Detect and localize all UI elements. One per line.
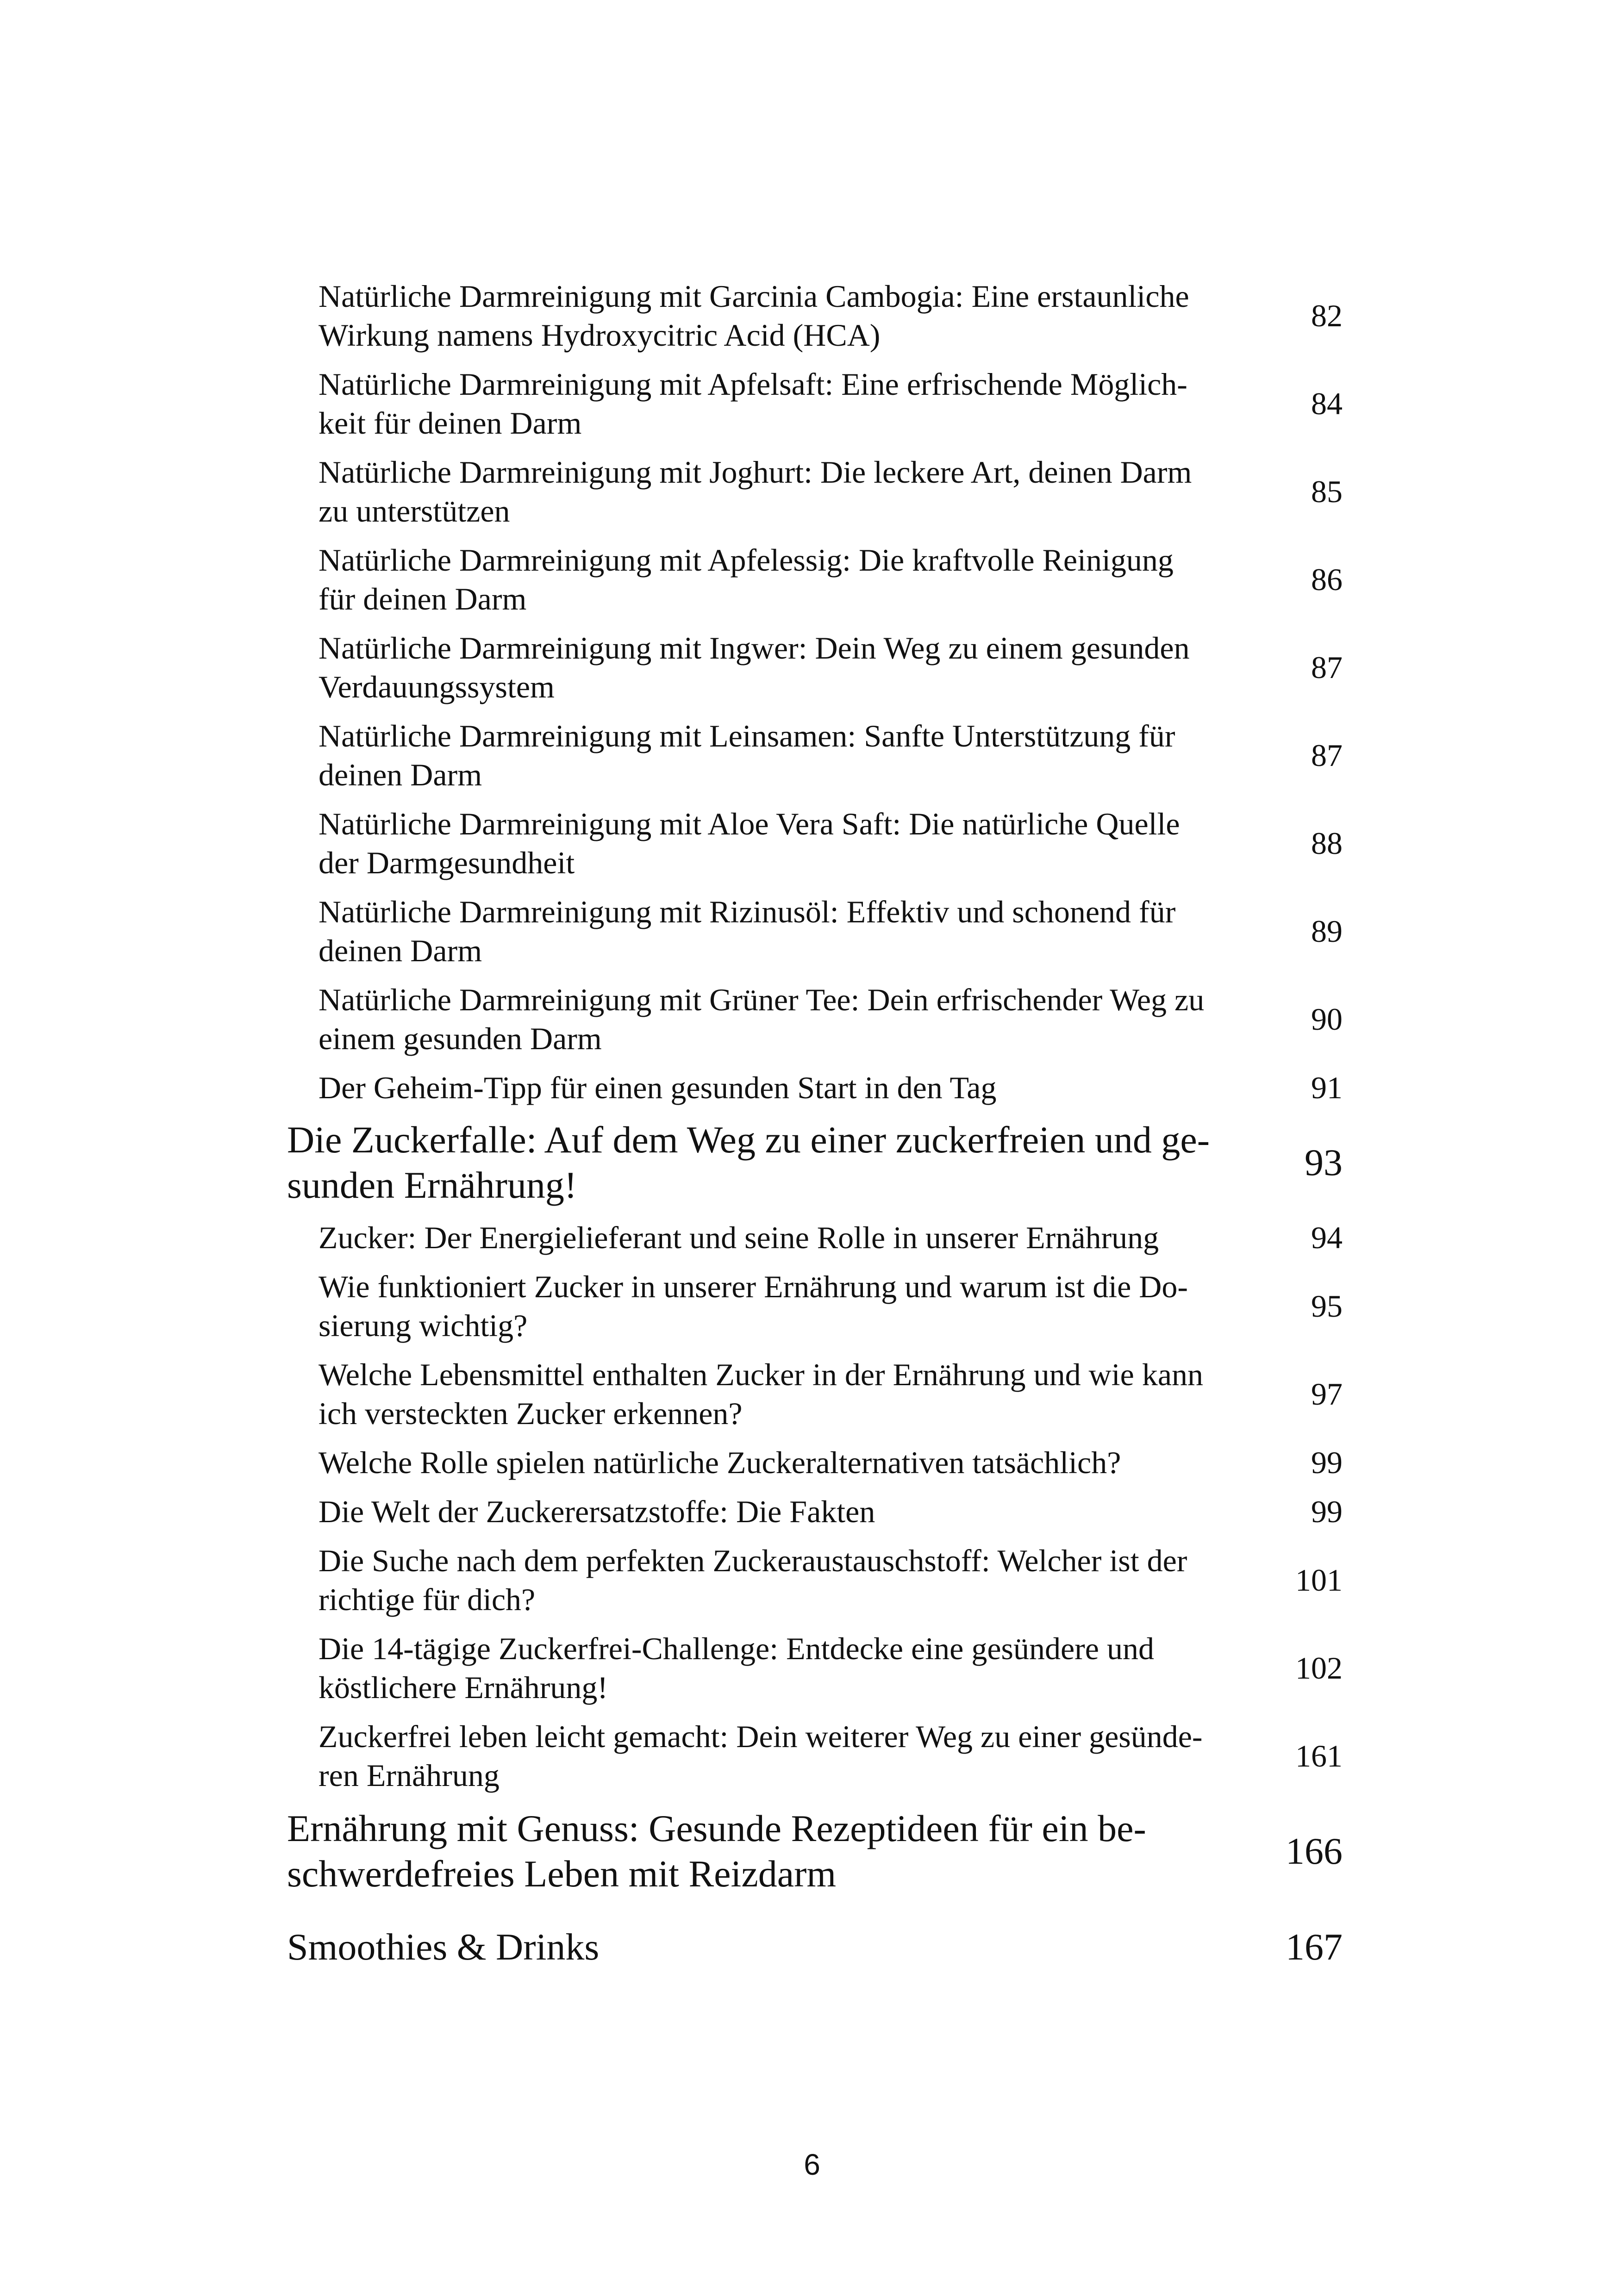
toc-entry-page-number: 99	[1311, 1445, 1343, 1480]
toc-entry-page-number: 86	[1311, 562, 1343, 597]
toc-entry-page-number: 82	[1311, 298, 1343, 333]
toc-section-entry[interactable]	[287, 1492, 1343, 1531]
toc-entry-title: Natürliche Darmreinigung mit Ingwer: Dein Weg zu einem gesunden Verdauungssystem	[319, 630, 1190, 704]
toc-chapter-entry[interactable]	[287, 1806, 1343, 1897]
toc-section-entry[interactable]	[287, 716, 1343, 794]
toc-entry-title: Natürliche Darmreinigung mit Rizinusöl: Effektiv und schonend für deinen Darm	[319, 894, 1176, 968]
toc-entry-page-number: 93	[1305, 1141, 1343, 1183]
toc-entry-page-number: 101	[1295, 1562, 1343, 1598]
toc-entry-title: Zuckerfrei leben leicht gemacht: Dein weiterer Weg zu einer gesünde- ren Ernährung	[319, 1719, 1203, 1793]
toc-entry-page-number: 167	[1286, 1926, 1343, 1968]
toc-entry-page-number: 87	[1311, 650, 1343, 685]
toc-section-entry[interactable]	[287, 1717, 1343, 1795]
toc-entry-page-number: 95	[1311, 1288, 1343, 1324]
toc-entry-page-number: 161	[1295, 1738, 1343, 1773]
toc-section-entry[interactable]	[287, 1218, 1343, 1257]
toc-section-entry[interactable]	[287, 541, 1343, 618]
toc-entry-title: Natürliche Darmreinigung mit Garcinia Cambogia: Eine erstaunliche Wirkung namens Hydroxycitric Acid (HCA)	[319, 279, 1189, 353]
toc-entry-page-number: 166	[1286, 1830, 1343, 1872]
toc-entry-page-number: 90	[1311, 1002, 1343, 1037]
toc-section-entry[interactable]	[287, 980, 1343, 1058]
toc-section-entry[interactable]	[287, 365, 1343, 442]
toc-entry-title: Natürliche Darmreinigung mit Apfelessig: Die kraftvolle Reinigung für deinen Darm	[319, 542, 1174, 616]
toc-section-entry[interactable]	[287, 1629, 1343, 1707]
toc-entry-page-number: 88	[1311, 826, 1343, 861]
toc-entry-title: Smoothies & Drinks	[287, 1926, 600, 1968]
toc-entry-page-number: 94	[1311, 1220, 1343, 1255]
toc-entry-title: Ernährung mit Genuss: Gesunde Rezeptideen für ein be- schwerdefreies Leben mit Reizdarm	[287, 1807, 1146, 1895]
table-of-contents	[287, 277, 1343, 1997]
toc-entry-title: Natürliche Darmreinigung mit Apfelsaft: Eine erfrischende Möglich- keit für deinen Darm	[319, 367, 1187, 441]
toc-section-entry[interactable]	[287, 1068, 1343, 1107]
toc-entry-title: Natürliche Darmreinigung mit Leinsamen: Sanfte Unterstützung für deinen Darm	[319, 718, 1175, 792]
toc-section-entry[interactable]	[287, 277, 1343, 355]
toc-section-entry[interactable]	[287, 1541, 1343, 1619]
page-number: 6	[804, 2148, 820, 2181]
toc-section-entry[interactable]	[287, 628, 1343, 706]
toc-section-entry[interactable]	[287, 453, 1343, 530]
toc-chapter-entry[interactable]	[287, 1117, 1343, 1208]
toc-section-entry[interactable]	[287, 892, 1343, 970]
toc-section-entry[interactable]	[287, 1443, 1343, 1482]
toc-entry-title: Wie funktioniert Zucker in unserer Ernährung und warum ist die Do- sierung wichtig?	[319, 1269, 1188, 1343]
toc-entry-title: Natürliche Darmreinigung mit Aloe Vera Saft: Die natürliche Quelle der Darmgesundheit	[319, 806, 1180, 880]
toc-section-entry[interactable]	[287, 1355, 1343, 1433]
toc-section-entry[interactable]	[287, 804, 1343, 882]
toc-entry-page-number: 102	[1295, 1650, 1343, 1686]
toc-entry-title: Die Zuckerfalle: Auf dem Weg zu einer zuckerfreien und ge- sunden Ernährung!	[287, 1119, 1210, 1206]
toc-entry-title: Welche Rolle spielen natürliche Zuckeralternativen tatsächlich?	[319, 1445, 1121, 1480]
toc-entry-title: Der Geheim-Tipp für einen gesunden Start in den Tag	[319, 1070, 997, 1105]
toc-entry-title: Die Welt der Zuckerersatzstoffe: Die Fakten	[319, 1494, 875, 1529]
toc-entry-page-number: 91	[1311, 1070, 1343, 1105]
toc-entry-title: Welche Lebensmittel enthalten Zucker in der Ernährung und wie kann ich versteckten Zucker erkennen?	[319, 1357, 1204, 1431]
toc-entry-page-number: 87	[1311, 738, 1343, 773]
toc-entry-page-number: 84	[1311, 386, 1343, 421]
toc-entry-page-number: 85	[1311, 474, 1343, 509]
toc-entry-page-number: 99	[1311, 1494, 1343, 1529]
toc-chapter-entry[interactable]	[287, 1924, 1343, 1970]
toc-entry-title: Die Suche nach dem perfekten Zuckeraustauschstoff: Welcher ist der richtige für dich?	[319, 1543, 1187, 1617]
toc-section-entry[interactable]	[287, 1267, 1343, 1345]
toc-entry-page-number: 97	[1311, 1376, 1343, 1412]
toc-entry-title: Natürliche Darmreinigung mit Grüner Tee: Dein erfrischender Weg zu einem gesunden Darm	[319, 982, 1205, 1056]
toc-entry-title: Natürliche Darmreinigung mit Joghurt: Die leckere Art, deinen Darm zu unterstützen	[319, 454, 1192, 529]
toc-entry-title: Zucker: Der Energielieferant und seine Rolle in unserer Ernährung	[319, 1220, 1159, 1255]
toc-entry-title: Die 14-tägige Zuckerfrei-Challenge: Entdecke eine gesündere und köstlichere Ernährung!	[319, 1631, 1154, 1705]
toc-entry-page-number: 89	[1311, 914, 1343, 949]
